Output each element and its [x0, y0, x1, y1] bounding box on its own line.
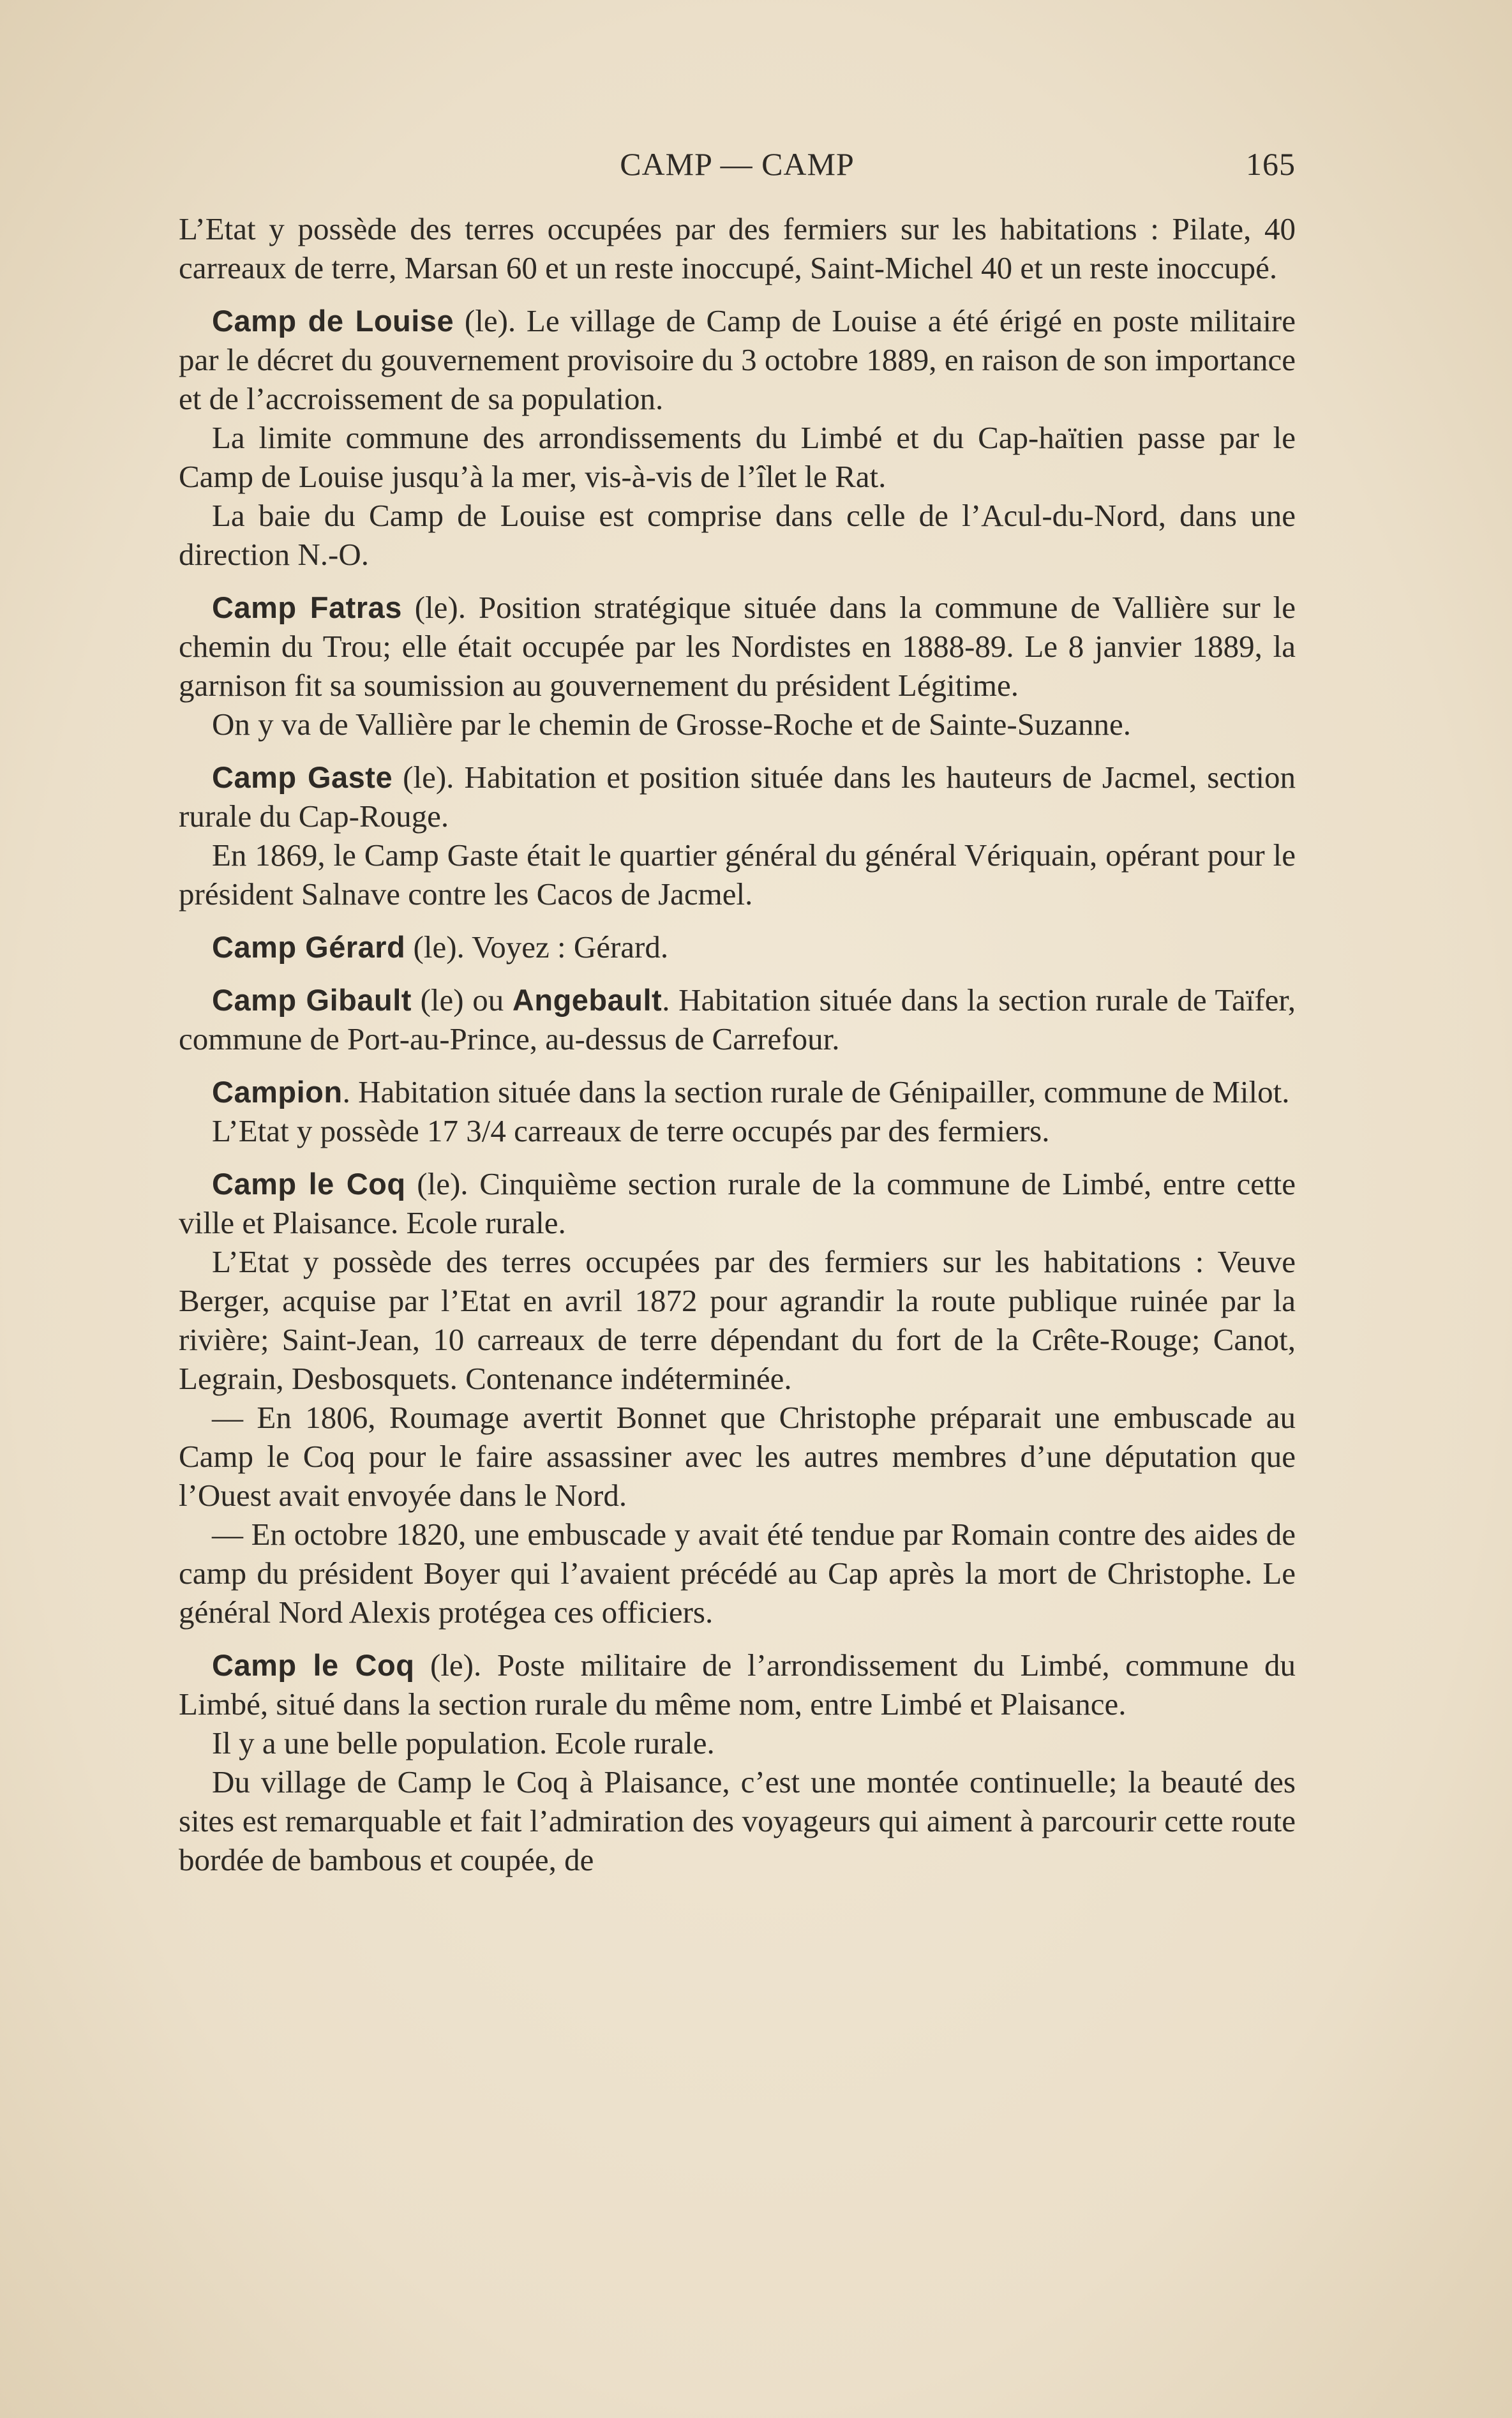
article: (le). [454, 303, 527, 338]
paragraph: L’Etat y possède des terres occupées par des fermiers sur les habitations : Veuve Berger, acquise par l’Etat en avril 1872 pour agrandir la route publique ruinée par la rivière; Saint-Jean, 10 carreaux de terre dépendant du fort de la Crête-Rouge; Canot, Legrain, Desbosquets. Contenance indéterminée. [179, 1244, 1296, 1396]
paragraph: En 1869, le Camp Gaste était le quartier général du général Vériquain, opérant pour le président Salnave contre les Cacos de Jacmel. [179, 837, 1296, 912]
entry-camp-gerard [179, 927, 1296, 966]
entry-camp-fatras [179, 588, 1296, 744]
paragraph-text: Habitation et position située dans les hauteurs de Jacmel, section rurale du Cap-Rouge. [179, 760, 1296, 834]
entry-camp-gibault [179, 980, 1296, 1058]
paragraph: La limite commune des arrondissements du Limbé et du Cap-haïtien passe par le Camp de Louise jusqu’à la mer, vis-à-vis de l’îlet le Rat. [179, 420, 1296, 494]
paragraph [179, 927, 1296, 966]
headword: Camp le Coq [212, 1167, 406, 1201]
paragraph [179, 1164, 1296, 1242]
article: (le) ou [411, 982, 513, 1018]
paragraph [179, 758, 1296, 836]
paragraph-text: Habitation située dans la section rurale de Taïfer, commune de Port-au-Prince, au-dessus de Carrefour. [179, 982, 1296, 1056]
paragraph [179, 1646, 1296, 1723]
headword: Camp Fatras [212, 590, 402, 624]
entry-camp-gaste [179, 758, 1296, 913]
page-title: CAMP — CAMP [620, 146, 855, 182]
article: . [662, 982, 679, 1018]
entry-continuation [179, 209, 1296, 287]
paragraph: — En octobre 1820, une embuscade y avait été tendue par Romain contre des aides de camp du président Boyer qui l’avaient précédé au Cap après la mort de Christophe. Le général Nord Alexis protégea ces officiers. [179, 1517, 1296, 1630]
paragraph [179, 588, 1296, 705]
article: (le). [401, 590, 479, 625]
paragraph: On y va de Vallière par le chemin de Grosse-Roche et de Sainte-Suzanne. [212, 707, 1131, 742]
headword: Camp le Coq [212, 1648, 415, 1682]
article: . [342, 1074, 359, 1109]
paragraph [179, 301, 1296, 418]
paragraph: La baie du Camp de Louise est comprise dans celle de l’Acul-du-Nord, dans une direction N.-O. [179, 498, 1296, 572]
article: (le). [414, 1648, 497, 1683]
paragraph-text: Voyez : Gérard. [472, 929, 669, 965]
article: (le). [405, 1166, 480, 1201]
headword-alternate: Angebault [512, 983, 662, 1017]
paragraph: L’Etat y possède 17 3/4 carreaux de terre occupés par des fermiers. [212, 1113, 1050, 1148]
paragraph-text: Le village de Camp de Louise a été érigé en poste militaire par le décret du gouvernement provisoire du 3 octobre 1889, en raison de son importance et de l’accroissement de sa population. [179, 303, 1296, 416]
headword: Camp Gérard [212, 930, 406, 964]
article: (le). [405, 929, 472, 965]
paragraph [179, 1072, 1296, 1111]
paragraph: L’Etat y possède des terres occupées par des fermiers sur les habitations : Pilate, 40 carreaux de terre, Marsan 60 et un reste inoccupé, Saint-Michel 40 et un reste inoccupé. [179, 211, 1296, 285]
entry-camp-le-coq-poste [179, 1646, 1296, 1879]
headword: Camp Gibault [212, 983, 412, 1017]
paragraph: Il y a une belle population. Ecole rurale. [212, 1725, 715, 1761]
paragraph-text: Cinquième section rurale de la commune de Limbé, entre cette ville et Plaisance. Ecole rurale. [179, 1166, 1296, 1240]
page-number: 165 [1246, 146, 1296, 182]
headword: Camp de Louise [212, 304, 454, 338]
paragraph-text: Habitation située dans la section rurale de Génipailler, commune de Milot. [358, 1074, 1290, 1109]
headword: Campion [212, 1075, 343, 1109]
paragraph: Du village de Camp le Coq à Plaisance, c’est une montée continuelle; la beauté des sites est remarquable et fait l’admiration des voyageurs qui aiment à parcourir cette route bordée de bambous et coupée, de [179, 1764, 1296, 1877]
dictionary-text [179, 209, 1296, 1893]
entry-camp-le-coq-section [179, 1164, 1296, 1632]
paragraph-text: Poste militaire de l’arrondissement du Limbé, commune du Limbé, situé dans la section rurale du même nom, entre Limbé et Plaisance. [179, 1648, 1296, 1722]
paragraph-text: Position stratégique située dans la commune de Vallière sur le chemin du Trou; elle était occupée par les Nordistes en 1888-89. Le 8 janvier 1889, la garnison fit sa soumission au gouvernement du président Légitime. [179, 590, 1296, 703]
entry-campion [179, 1072, 1296, 1150]
paragraph: — En 1806, Roumage avertit Bonnet que Christophe préparait une embuscade au Camp le Coq pour le faire assassiner avec les autres membres d’une députation que l’Ouest avait envoyée dans le Nord. [179, 1400, 1296, 1513]
paragraph [179, 980, 1296, 1058]
entry-camp-de-louise [179, 301, 1296, 574]
article: (le). [393, 760, 465, 795]
headword: Camp Gaste [212, 760, 393, 794]
running-head [179, 146, 1296, 190]
